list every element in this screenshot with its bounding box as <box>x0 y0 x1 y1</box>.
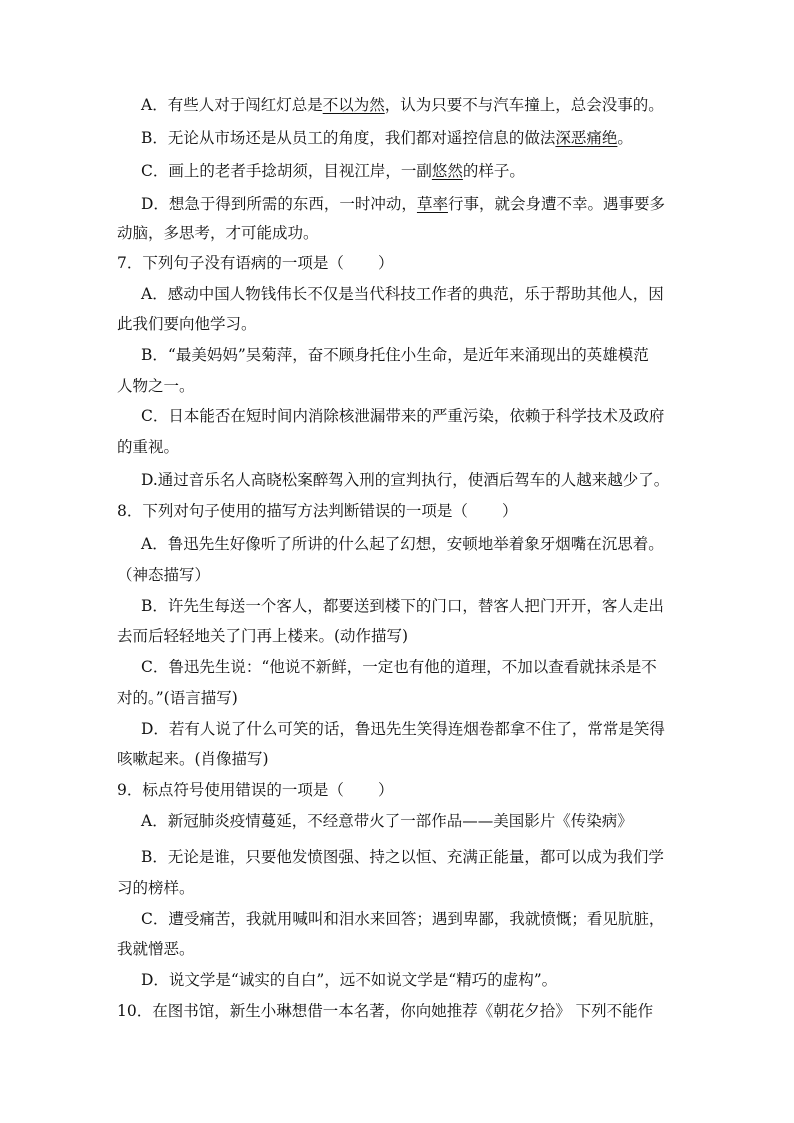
q8-stem <box>117 497 677 525</box>
q6-option-d-continued: 动脑，多思考，才可能成功。 <box>117 224 319 242</box>
q6-option-d-text: D．想急于得到所需的东西，一时冲动， <box>141 195 417 213</box>
q10-stem: 10．在图书馆，新生小琳想借一本名著，你向她推荐《朝花夕拾》 下列不能作 <box>117 1002 654 1020</box>
q7-option-a-continued: 此我们要向他学习。 <box>117 315 257 333</box>
q7-option-a: A．感动中国人物钱伟长不仅是当代科技工作者的典范，乐于帮助其他人，因 <box>141 285 664 303</box>
q9-option-a: A．新冠肺炎疫情蔓延，不经意带火了一部作品——美国影片《传染病》 <box>141 812 633 830</box>
q7-option-d: D.通过音乐名人高晓松案醉驾入刑的宣判执行，使酒后驾车的人越来越少了。 <box>141 471 670 489</box>
q6-option-c-text: C．画上的老者手捻胡须，目视江岸，一副 <box>141 162 432 180</box>
q9-option-b: B．无论是谁，只要他发愤图强、持之以恒、充满正能量，都可以成为我们学 <box>141 848 664 866</box>
q8-option-a-continued: （神态描写） <box>117 566 211 584</box>
q6-option-a-underlined: 不以为然 <box>322 96 385 114</box>
q9-option-b-continued: 习的榜样。 <box>117 879 195 897</box>
q9-option-d: D．说文学是“诚实的自白”，远不如说文学是“精巧的虚构”。 <box>141 971 558 989</box>
q7-option-c-continued: 的重视。 <box>117 438 180 456</box>
q7-option-b-continued: 人物之一。 <box>117 377 195 395</box>
q9-stem <box>117 776 677 804</box>
q6-option-b-underlined: 深恶痛绝 <box>555 129 618 147</box>
q9-stem-text: 9．标点符号使用错误的一项是（ <box>117 781 344 799</box>
q8-option-c-continued: 对的。”(语言描写) <box>117 689 238 707</box>
q8-option-a: A．鲁迅先生好像听了所讲的什么起了幻想，安顿地举着象牙烟嘴在沉思着。 <box>141 535 664 553</box>
q7-option-c: C．日本能否在短时间内消除核泄漏带来的严重污染，依赖于科学技术及政府 <box>141 407 665 425</box>
q9-stem-close: ） <box>377 781 394 799</box>
q6-option-a-text: A．有些人对于闯红灯总是 <box>141 96 323 114</box>
q6-option-a-text-end: ，认为只要不与汽车撞上，总会没事的。 <box>384 96 664 114</box>
q6-option-c-underlined: 悠然 <box>431 162 463 180</box>
q6-option-b-text-end: 。 <box>617 129 633 147</box>
q8-option-b-continued: 去而后轻轻地关了门再上楼来。(动作描写) <box>117 627 409 645</box>
q7-stem <box>117 249 677 277</box>
q6-option-d-text-end: 行事，就会身遭不幸。遇事要多 <box>447 195 665 213</box>
q6-option-b-text: B．无论从市场还是从员工的角度，我们都对遥控信息的做法 <box>141 129 556 147</box>
q8-option-b: B．许先生每送一个客人，都要送到楼下的门口，替客人把门开开，客人走出 <box>141 597 664 615</box>
q8-stem-close: ） <box>501 502 518 520</box>
q8-option-d: D．若有人说了什么可笑的话，鲁迅先生笑得连烟卷都拿不住了，常常是笑得 <box>141 720 665 738</box>
q8-stem-text: 8．下列对句子使用的描写方法判断错误的一项是（ <box>117 502 468 520</box>
q7-option-b: B．“最美妈妈”吴菊萍，奋不顾身托住小生命，是近年来涌现出的英雄模范 <box>141 346 649 364</box>
q9-option-c-continued: 我就憎恶。 <box>117 940 195 958</box>
q6-option-c-text-end: 的样子。 <box>462 162 525 180</box>
q8-option-c: C．鲁迅先生说：“他说不新鲜，一定也有他的道理，不加以查看就抹杀是不 <box>141 658 657 676</box>
q6-option-c <box>141 157 677 185</box>
q6-option-b <box>141 124 677 152</box>
q6-option-a <box>141 91 677 119</box>
q6-option-d <box>141 190 677 218</box>
q7-stem-close: ） <box>377 254 394 272</box>
q9-option-c: C．遭受痛苦，我就用喊叫和泪水来回答；遇到卑鄙，我就愤慨；看见肮脏， <box>141 910 665 928</box>
q7-stem-text: 7．下列句子没有语病的一项是（ <box>117 254 344 272</box>
q6-option-d-underlined: 草率 <box>416 195 448 213</box>
q8-option-d-continued: 咳嗽起来。(肖像描写) <box>117 750 269 768</box>
